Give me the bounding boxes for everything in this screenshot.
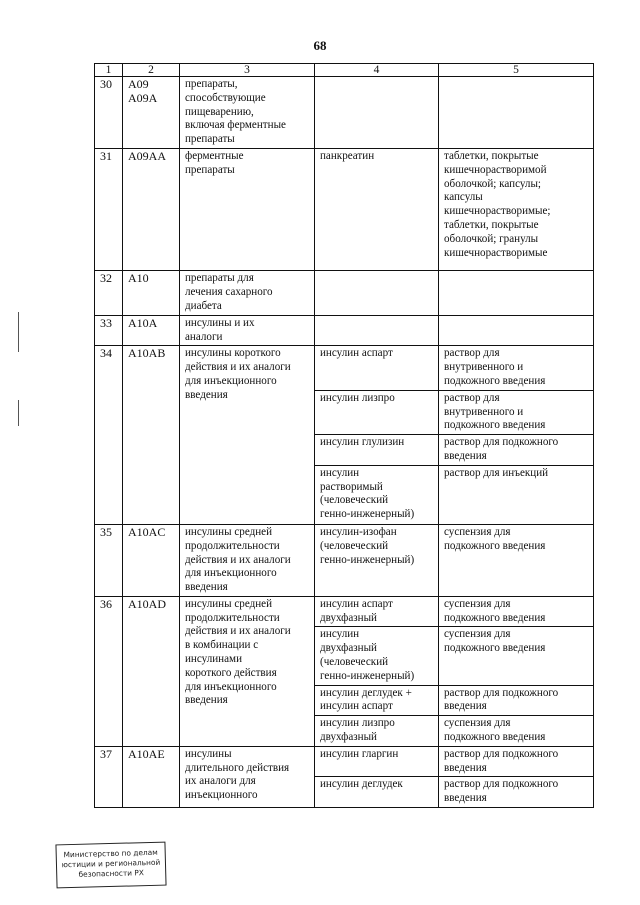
drug-group-cell: инсулины и их аналоги: [180, 315, 315, 346]
drug-name-cell: инсулин аспарт двухфазный: [315, 596, 439, 627]
dosage-form-cell: раствор для подкожного введения: [439, 435, 594, 466]
drug-group-cell: инсулины короткого действия и их аналоги для инъекционного введения: [180, 346, 315, 525]
dosage-form-cell: раствор для подкожного введения: [439, 777, 594, 808]
table-row: [95, 746, 594, 777]
table-body: [95, 77, 594, 808]
header-cell: 3: [180, 64, 315, 77]
dosage-form-cell: суспензия для подкожного введения: [439, 627, 594, 685]
drug-table: [94, 63, 594, 808]
drug-group-cell: инсулины средней продолжительности действия и их аналоги для инъекционного введения: [180, 524, 315, 596]
dosage-form-cell: суспензия для подкожного введения: [439, 596, 594, 627]
drug-name-cell: инсулин двухфазный (человеческий генно-инженерный): [315, 627, 439, 685]
drug-name-cell: инсулин растворимый (человеческий генно-инженерный): [315, 465, 439, 524]
drug-name-cell: инсулин лизпро двухфазный: [315, 716, 439, 747]
row-number-cell: 31: [95, 148, 123, 270]
atc-code-cell: A10: [123, 271, 180, 315]
atc-code-cell: A10A: [123, 315, 180, 346]
drug-group-cell: инсулины длительного действия их аналоги для инъекционного: [180, 746, 315, 807]
atc-code-cell: A09 A09A: [123, 77, 180, 149]
table-row: [95, 596, 594, 627]
dosage-form-cell: суспензия для подкожного введения: [439, 716, 594, 747]
row-number-cell: 37: [95, 746, 123, 807]
drug-name-cell: [315, 77, 439, 149]
scan-margin-mark: [18, 400, 19, 426]
dosage-form-cell: суспензия для подкожного введения: [439, 524, 594, 596]
row-number-cell: 30: [95, 77, 123, 149]
drug-name-cell: инсулин аспарт: [315, 346, 439, 390]
table-row: [95, 271, 594, 315]
header-row: [95, 64, 594, 77]
atc-code-cell: A10AD: [123, 596, 180, 746]
header-cell: 5: [439, 64, 594, 77]
row-number-cell: 35: [95, 524, 123, 596]
page-number: 68: [313, 38, 327, 53]
row-number-cell: 36: [95, 596, 123, 746]
table-row: [95, 148, 594, 270]
stamp-line: Министерство по делам: [63, 847, 158, 860]
row-number-cell: 32: [95, 271, 123, 315]
drug-group-cell: препараты для лечения сахарного диабета: [180, 271, 315, 315]
row-number-cell: 33: [95, 315, 123, 346]
scan-margin-mark: [18, 312, 19, 352]
ministry-stamp: [55, 842, 166, 889]
atc-code-cell: A10AC: [123, 524, 180, 596]
dosage-form-cell: таблетки, покрытые кишечнорастворимой оболочкой; капсулы; капсулы кишечнорастворимые; таблетки, покрытые оболочкой; гранулы кишечнорастворимые: [439, 148, 594, 270]
table-row: [95, 346, 594, 390]
drug-group-cell: препараты, способствующие пищеварению, включая ферментные препараты: [180, 77, 315, 149]
drug-group-cell: ферментные препараты: [180, 148, 315, 270]
drug-name-cell: [315, 271, 439, 315]
drug-name-cell: панкреатин: [315, 148, 439, 270]
header-cell: 1: [95, 64, 123, 77]
table-row: [95, 77, 594, 149]
table-row: [95, 524, 594, 596]
drug-name-cell: инсулин гларгин: [315, 746, 439, 777]
atc-code-cell: A10AE: [123, 746, 180, 807]
drug-name-cell: [315, 315, 439, 346]
stamp-line: юстиции и региональной: [61, 857, 161, 870]
drug-name-cell: инсулин глулизин: [315, 435, 439, 466]
dosage-form-cell: раствор для внутривенного и подкожного введения: [439, 346, 594, 390]
dosage-form-cell: раствор для внутривенного и подкожного введения: [439, 390, 594, 434]
dosage-form-cell: [439, 271, 594, 315]
header-cell: 4: [315, 64, 439, 77]
dosage-form-cell: [439, 77, 594, 149]
row-number-cell: 34: [95, 346, 123, 525]
header-cell: 2: [123, 64, 180, 77]
drug-name-cell: инсулин деглудек + инсулин аспарт: [315, 685, 439, 716]
dosage-form-cell: раствор для инъекций: [439, 465, 594, 524]
dosage-form-cell: раствор для подкожного введения: [439, 746, 594, 777]
drug-name-cell: инсулин-изофан (человеческий генно-инженерный): [315, 524, 439, 596]
atc-code-cell: A09AA: [123, 148, 180, 270]
drug-name-cell: инсулин деглудек: [315, 777, 439, 808]
drug-name-cell: инсулин лизпро: [315, 390, 439, 434]
stamp-line: безопасности РХ: [78, 868, 145, 879]
dosage-form-cell: раствор для подкожного введения: [439, 685, 594, 716]
atc-code-cell: A10AB: [123, 346, 180, 525]
dosage-form-cell: [439, 315, 594, 346]
drug-group-cell: инсулины средней продолжительности действия и их аналоги в комбинации с инсулинами короткого действия для инъекционного введения: [180, 596, 315, 746]
table-row: [95, 315, 594, 346]
